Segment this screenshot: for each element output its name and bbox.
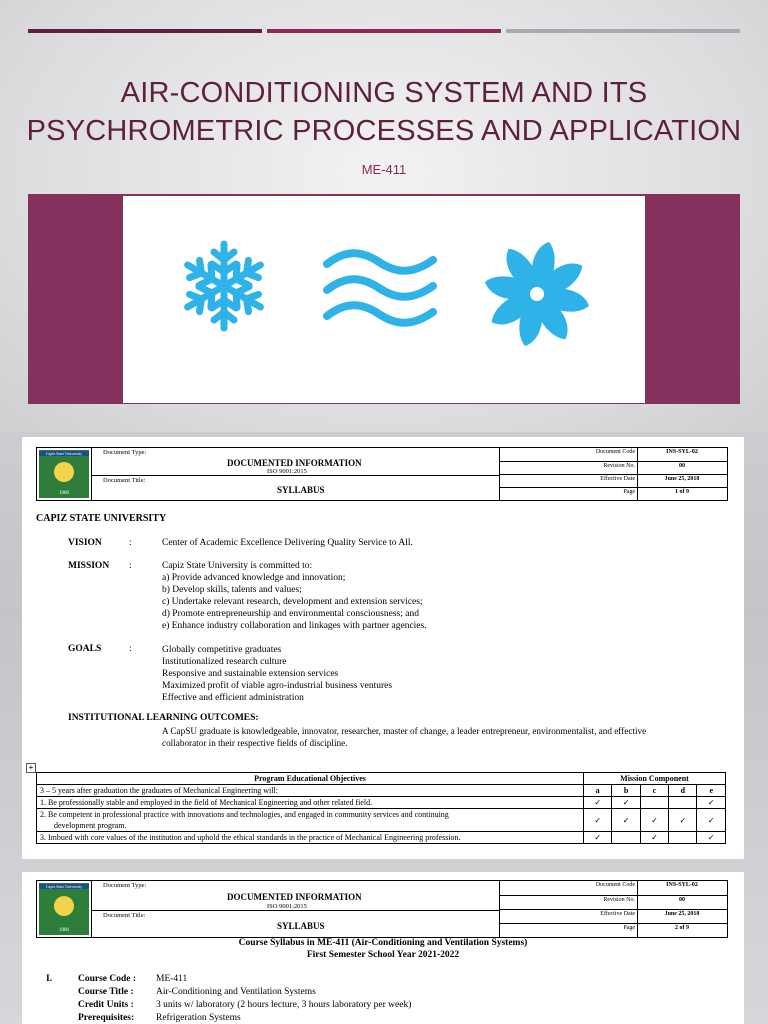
section-number: I. [46,974,53,984]
waves-icon [321,248,439,332]
check-cell: ✓ [640,832,668,844]
goal-item: Maximized profit of viable agro-industrial business ventures [162,681,393,691]
slide-subtitle: ME-411 [361,162,407,177]
doc-meta-rows [499,881,727,937]
university-name: CAPIZ STATE UNIVERSITY [36,513,167,524]
check-cell: ✓ [697,797,726,809]
logo-text: Capiz State University [39,884,89,889]
mission-label: MISSION [68,561,110,571]
doc-meta-label: Page [623,925,635,931]
table-row [37,832,726,844]
slide-title [0,74,768,150]
slide-title-line2: PSYCHROMETRIC PROCESSES AND APPLICATION [26,115,742,147]
doc-meta-label: Document Code [595,449,635,455]
doc-meta-label: Revision No. [603,463,635,469]
mission-item: c) Undertake relevant research, development and extension services; [162,597,423,607]
mission-component-header: Mission Component [583,773,725,785]
check-cell [669,832,697,844]
doc-meta-label: Effective Date [600,476,635,482]
mission-col: b [612,785,640,797]
university-logo [39,450,89,498]
doc-type: DOCUMENTED INFORMATION [227,892,362,902]
doc-type: DOCUMENTED INFORMATION [227,458,362,468]
vision-label: VISION [68,538,102,548]
field-label: Credit Units : [78,1000,134,1010]
doc-type-label: Document Type: [103,449,147,456]
field-value: ME-411 [156,974,188,984]
peo-text: 1. Be professionally stable and employed in the field of Mechanical Engineering and other related field. [37,797,584,809]
check-cell: ✓ [583,832,611,844]
mission-col: d [669,785,697,797]
field-value: 3 units w/ laboratory (2 hours lecture, 3 hours laboratory per week) [156,1000,412,1010]
doc-meta-label: Page [623,489,635,495]
hvac-icons-image [123,196,645,403]
university-logo [39,883,89,935]
table-row [37,809,726,832]
mission-col: e [697,785,726,797]
check-cell: ✓ [640,809,668,832]
doc-meta-value: 2 of 9 [675,925,689,931]
doc-meta-value: 00 [679,463,685,469]
syllabus-heading: Course Syllabus in ME-411 (Air-Conditioning and Ventilation Systems) [238,938,528,948]
doc-title-label: Document Title: [103,912,146,919]
vision-text: Center of Academic Excellence Delivering Quality Service to All. [162,538,413,548]
check-cell: ✓ [697,809,726,832]
doc-meta-row [499,923,727,938]
doc-meta-row [499,895,727,910]
slide-title-line1: AIR-CONDITIONING SYSTEM AND ITS [120,77,648,109]
mission-item: a) Provide advanced knowledge and innovation; [162,573,346,583]
iso-label: ISO 9001:2015 [267,903,307,910]
peo-text: 2. Be competent in professional practice with innovations and technologies, and engaged in community services and continuing [40,810,449,819]
check-cell: ✓ [583,797,611,809]
goal-item: Institutionalized research culture [162,657,287,667]
doc-meta-label: Effective Date [600,911,635,917]
logo-text: Capiz State University [39,451,89,456]
doc-title: SYLLABUS [277,921,325,931]
doc-meta-row [499,487,727,501]
goal-item: Responsive and sustainable extension services [162,669,339,679]
syllabus-page-1: Capiz State University 1980 Document Type: DOCUMENTED INFORMATION ISO 9001:2015 Document Title: SYLLABUS Document Code INS-SYL-02 Revision No. 00 Effective Date June 25, 2018 Page 1 of 9 CAPIZ STATE UNIVERSITY VISION : Center of Academic Excellence Delivering Quality Service to All. MISSION : Capiz State University is committed to: a) Provide advanced knowledge and innovation; b) Develop skills, talents and values; c) Undertake relevant research, development and extension services; d) Promote entrepreneurship and environmental consciousness; and e) Enhance industry collaboration and linkages with partner agencies. GOALS : Globally competitive graduates Institutionalized research culture Responsive and sustainable extension services Maximized profit of viable agro-industrial business ventures Effective and efficient administration INSTITUTIONAL LEARNING OUTCOMES: A CapSU graduate is knowledgeable, innovator, researcher, master of change, a leader entrepreneur, environmentalist, and effective collaborator in their respective fields of discipline. + Program Educational Objectives Mission Component 3 – 5 years after graduation the graduates of Mechanical Engineering will: a b c d e 1. Be professionally stable and employed in the field of Mechanical Engineering and other related field. ✓ ✓ ✓ 2. Be competent in professional practice with innovations and technologies, and engaged in community services and continuing development program. ✓ ✓ ✓ ✓ ✓ 3. Imbued with core values of the institution and uphold the ethical standards in the practice of Mechanical Engineering profession. ✓ ✓ ✓ [22,437,744,859]
doc-meta-row [499,474,727,488]
doc-title-label: Document Title: [103,477,146,484]
fan-icon [479,236,595,352]
mission-intro: Capiz State University is committed to: [162,561,313,571]
snowflake-icon [176,238,272,334]
field-value: Refrigeration Systems [156,1013,241,1023]
field-label: Course Title : [78,987,134,997]
check-cell: ✓ [583,809,611,832]
document-header [36,447,728,501]
doc-meta-row [499,448,727,461]
check-cell [612,832,640,844]
program-objectives-table [36,772,726,844]
doc-meta-value: June 25, 2018 [664,476,700,482]
accent-bar-1 [28,29,262,33]
doc-meta-rows [499,448,727,500]
mission-item: b) Develop skills, talents and values; [162,585,302,595]
field-label: Course Code : [78,974,137,984]
peo-text-cont: development program. [54,821,127,830]
peo-intro: 3 – 5 years after graduation the graduates of Mechanical Engineering will: [37,785,584,797]
ilo-label: INSTITUTIONAL LEARNING OUTCOMES: [68,713,259,723]
doc-meta-value: INS-SYL-02 [666,449,698,455]
accent-bar-3 [506,29,740,33]
document-header [36,880,728,938]
field-value: Air-Conditioning and Ventilation Systems [156,987,316,997]
peo-text-cell [37,809,584,832]
doc-meta-value: 1 of 9 [675,489,689,495]
field-label: Prerequisites: [78,1013,135,1023]
logo-year: 1980 [59,491,69,496]
mission-col: a [583,785,611,797]
mission-item: d) Promote entrepreneurship and environmental consciousness; and [162,609,419,619]
syllabus-subheading: First Semester School Year 2021-2022 [306,950,460,960]
table-row [37,797,726,809]
peo-header: Program Educational Objectives [37,773,584,785]
logo-year: 1980 [59,928,69,933]
doc-meta-value: June 25, 2018 [664,911,700,917]
check-cell: ✓ [612,809,640,832]
check-cell: ✓ [612,797,640,809]
goal-item: Effective and efficient administration [162,693,304,703]
mission-col: c [640,785,668,797]
doc-type-label: Document Type: [103,882,147,889]
doc-title: SYLLABUS [277,485,325,495]
goal-item: Globally competitive graduates [162,645,282,655]
doc-meta-value: INS-SYL-02 [666,882,698,888]
doc-meta-value: 00 [679,897,685,903]
check-cell: ✓ [669,809,697,832]
title-slide [0,0,768,432]
goals-label: GOALS [68,644,102,654]
doc-meta-row [499,909,727,924]
check-cell [640,797,668,809]
accent-bar-2 [267,29,501,33]
mission-item: e) Enhance industry collaboration and linkages with partner agencies. [162,621,427,631]
check-cell: ✓ [697,832,726,844]
peo-text: 3. Imbued with core values of the institution and uphold the ethical standards in the practice of Mechanical Engineering profession. [37,832,584,844]
syllabus-page-2 [22,872,744,1024]
doc-meta-label: Document Code [595,882,635,888]
doc-meta-row [499,461,727,475]
doc-meta-label: Revision No. [603,897,635,903]
table-move-handle[interactable]: + [26,763,36,773]
iso-label: ISO 9001:2015 [267,468,307,475]
ilo-text-line2: collaborator in their respective fields of discipline. [162,738,348,748]
ilo-text-line1: A CapSU graduate is knowledgeable, innovator, researcher, master of change, a leader entrepreneur, environmentalist, and effective [162,726,647,736]
check-cell [669,797,697,809]
doc-meta-row [499,881,727,895]
